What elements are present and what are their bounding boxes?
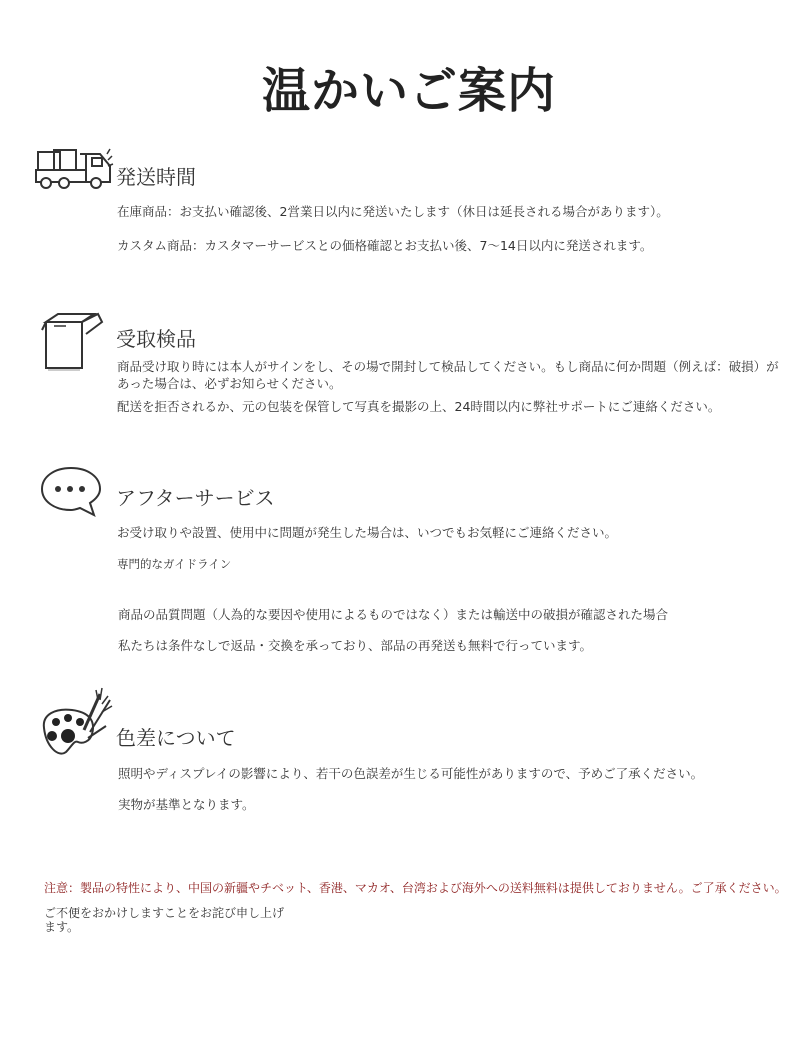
inspection-text-3: 配送を拒否されるか、元の包装を保管して写真を撮影の上、24時間以内に弊社サポートにご連絡ください。 — [117, 399, 721, 414]
page-title: 温かいご案内 — [261, 63, 556, 119]
paint-palette-icon — [38, 686, 118, 760]
delivery-truck-icon — [34, 146, 116, 192]
section-heading-color-difference: 色差について — [116, 726, 236, 750]
apology-text: ご不便をおかけしますことをお詫び申し上げます。 — [44, 906, 285, 934]
shipping-restriction-notice: 注意：製品の特性により、中国の新疆やチベット、香港、マカオ、台湾および海外への送料無料は提供しておりません。ご了承ください。 — [44, 881, 787, 895]
color-difference-text-2: 実物が基準となります。 — [118, 797, 255, 812]
after-sales-guideline-label: 専門的なガイドライン — [117, 557, 232, 571]
shipping-in-stock-text: 在庫商品：お支払い確認後、2営業日以内に発送いたします（休日は延長される場合があります）。 — [117, 204, 669, 219]
package-box-icon — [40, 312, 106, 372]
after-sales-text-3: 私たちは条件なしで返品・交換を承っており、部品の再発送も無料で行っています。 — [118, 638, 593, 653]
section-heading-after-sales: アフターサービス — [116, 486, 275, 510]
shipping-custom-text: カスタム商品：カスタマーサービスとの価格確認とお支払い後、7〜14日以内に発送されます。 — [117, 238, 653, 253]
after-sales-text-2: 商品の品質問題（人為的な要因や使用によるものではなく）または輸送中の破損が確認された場合 — [118, 607, 669, 622]
inspection-text-1: 商品受け取り時には本人がサインをし、その場で開封して検品してください。もし商品に何か問題（例えば：破損）が — [117, 359, 779, 374]
after-sales-text-1: お受け取りや設置、使用中に問題が発生した場合は、いつでもお気軽にご連絡ください。 — [117, 525, 618, 540]
inspection-text-2: あった場合は、必ずお知らせください。 — [117, 376, 342, 391]
color-difference-text-1: 照明やディスプレイの影響により、若干の色誤差が生じる可能性がありますので、予めご了承ください。 — [118, 766, 704, 781]
section-heading-shipping: 発送時間 — [116, 165, 196, 189]
chat-bubble-icon — [38, 465, 104, 517]
section-heading-inspection: 受取検品 — [116, 327, 196, 351]
